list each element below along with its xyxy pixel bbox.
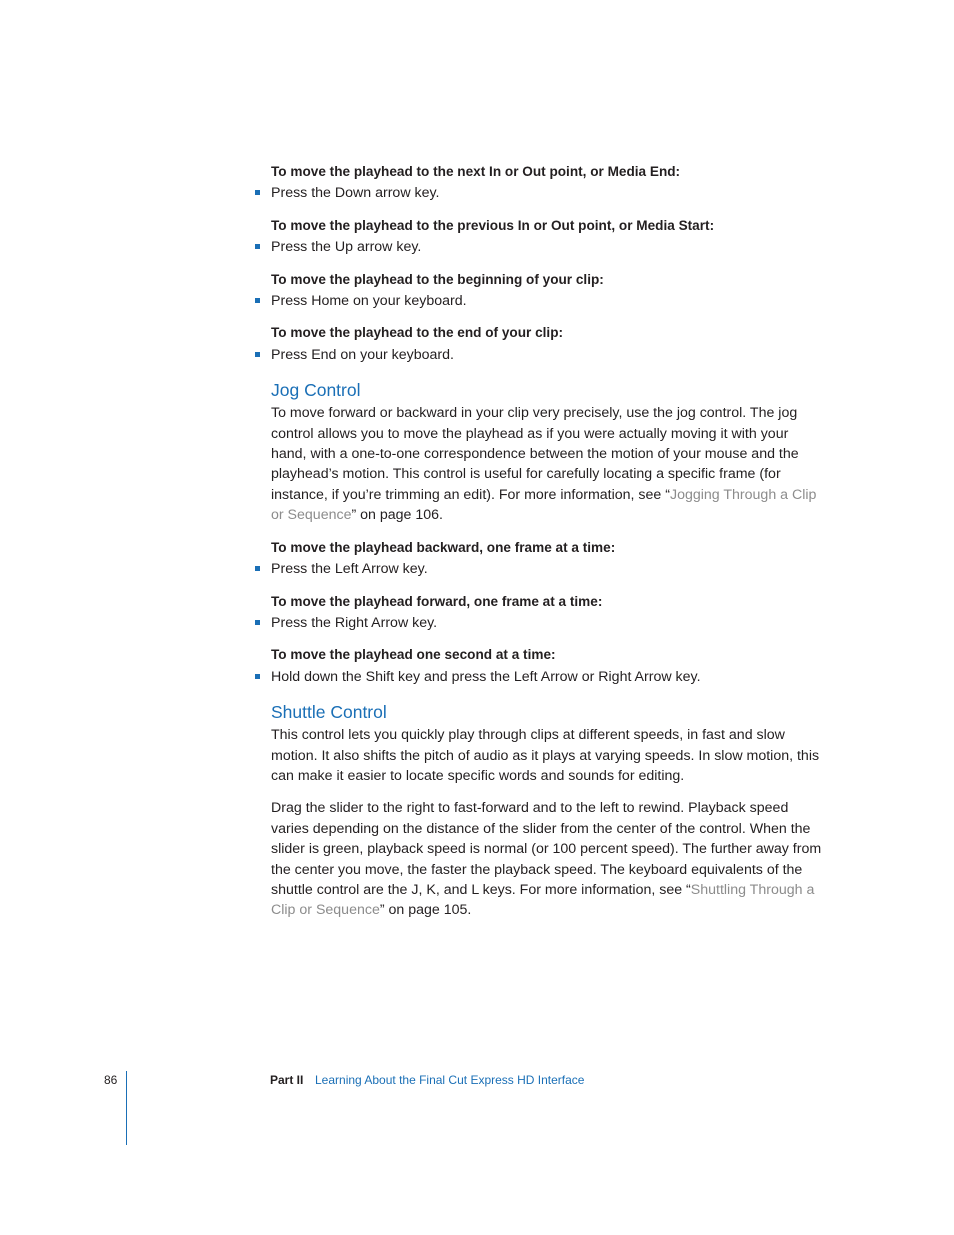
list-item (271, 559, 827, 579)
step-text: Press End on your keyboard. (271, 346, 454, 363)
paragraph-text: ” on page 105. (379, 902, 472, 919)
shuttle-paragraph-1: This control lets you quickly play through clips at different speeds, in fast and slow motion. It also shifts the pitch of audio as it plays at varying speeds. In slow motion, this can make it easier to locate specific words and sounds for editing. (271, 727, 820, 784)
task-heading: To move the playhead to the end of your clip: (271, 325, 564, 341)
section-heading-jog-control: Jog Control (271, 380, 361, 401)
step-text: Press the Left Arrow key. (271, 561, 428, 578)
step-text: Hold down the Shift key and press the Left Arrow or Right Arrow key. (271, 668, 701, 685)
task-heading: To move the playhead one second at a time: (271, 647, 556, 663)
task-block (271, 270, 827, 312)
shuttle-paragraph-2 (271, 798, 827, 920)
list-item (271, 345, 827, 365)
task-heading: To move the playhead to the previous In or Out point, or Media Start: (271, 217, 715, 233)
list-item (271, 667, 827, 687)
list-item (271, 183, 827, 203)
paragraph-text: Drag the slider to the right to fast-forward and to the left to rewind. Playback speed varies depending on the distance of the slider from the center of the control. When the slider is green, playback speed is normal (or 100 percent speed). The further away from the center you move, the faster the playback speed. The keyboard equivalents of the shuttle control are the J, K, and L keys. For more information, see “ (271, 800, 822, 898)
paragraph-text: To move forward or backward in your clip very precisely, use the jog control. The jog control allows you to move the playhead as if you were actually moving it with your hand, with a one-to-one correspondence between the motion of your mouse and the playhead’s motion. This control is useful for carefully locating a specific frame (for instance, if you’re trimming an edit). For more information, see “ (271, 405, 799, 503)
task-block (271, 323, 827, 365)
paragraph-text: ” on page 106. (351, 507, 443, 524)
list-item (271, 613, 827, 633)
footer-divider (126, 1071, 127, 1145)
task-block (271, 538, 827, 580)
part-title: Learning About the Final Cut Express HD Interface (315, 1073, 585, 1087)
bullet-square-icon (255, 190, 260, 195)
section-heading-shuttle-control: Shuttle Control (271, 702, 387, 723)
list-item (271, 291, 827, 311)
task-heading: To move the playhead to the next In or Out point, or Media End: (271, 164, 681, 179)
jogging-link[interactable]: Jogging Through a Clip or Sequence (271, 486, 817, 524)
step-text: Press Home on your keyboard. (271, 293, 467, 310)
list-item (271, 237, 827, 257)
task-block (271, 645, 827, 687)
task-heading: To move the playhead backward, one frame at a time: (271, 539, 616, 555)
bullet-square-icon (255, 352, 260, 357)
task-heading: To move the playhead forward, one frame at a time: (271, 593, 603, 609)
bullet-square-icon (255, 674, 260, 679)
shuttling-link[interactable]: Shuttling Through a Clip or Sequence (271, 881, 815, 919)
page-number: 86 (104, 1073, 118, 1087)
bullet-square-icon (255, 244, 260, 249)
step-text: Press the Down arrow key. (271, 185, 440, 202)
task-block (271, 216, 827, 258)
bullet-square-icon (255, 566, 260, 571)
bullet-square-icon (255, 298, 260, 303)
part-label: Part II (270, 1073, 304, 1087)
task-block (271, 592, 827, 634)
step-text: Press the Up arrow key. (271, 239, 422, 256)
jog-paragraph (271, 403, 827, 525)
task-heading: To move the playhead to the beginning of your clip: (271, 271, 604, 287)
step-text: Press the Right Arrow key. (271, 614, 438, 631)
task-block (271, 162, 827, 204)
bullet-square-icon (255, 620, 260, 625)
page-content (271, 162, 827, 921)
